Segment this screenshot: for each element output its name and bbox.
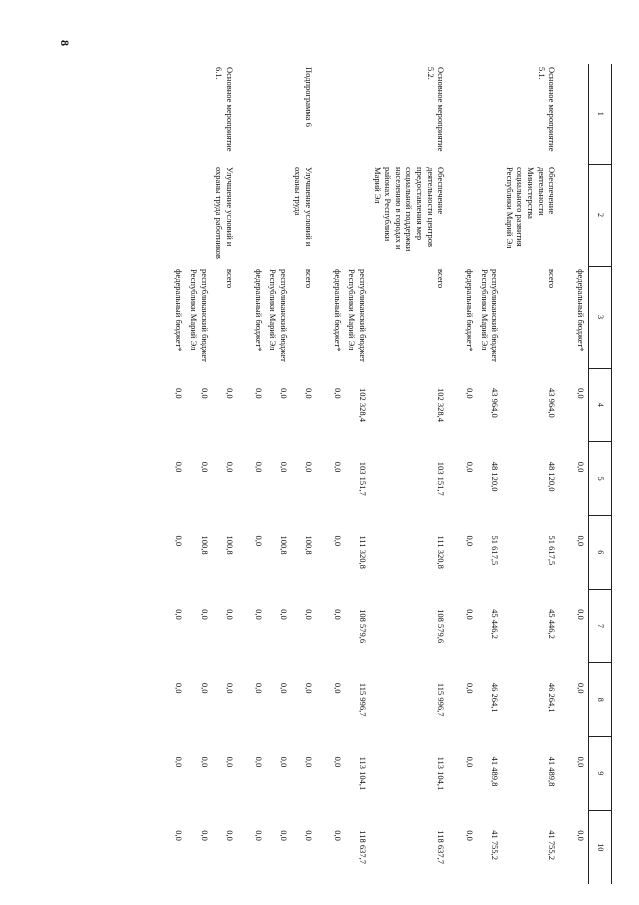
row-spacer — [448, 64, 462, 884]
table-body — [158, 64, 589, 884]
funding-source: всего — [436, 269, 447, 289]
value-cell: 100,8 — [225, 535, 235, 555]
column-header: 9 — [589, 737, 612, 811]
value-cell: 0,0 — [304, 682, 315, 694]
value-cell: 103 151,7 — [436, 461, 447, 496]
value-cell: 111 320,8 — [358, 535, 368, 569]
value-cell: 45 446,2 — [547, 609, 558, 639]
row-description — [330, 164, 345, 266]
row-label: Основное мероприятие 5.1. — [536, 67, 558, 152]
value-cell: 118 637,7 — [358, 830, 368, 864]
table-row — [266, 64, 291, 884]
value-cell: 0,0 — [199, 830, 210, 841]
row-spacer — [158, 64, 172, 884]
row-label: Основное мероприятие 6.1. — [214, 67, 235, 152]
spacer-cell — [559, 64, 573, 884]
row-spacer — [316, 64, 330, 884]
value-cell: 0,0 — [199, 461, 210, 473]
row-description — [251, 164, 266, 266]
value-cell: 113 104,1 — [436, 756, 447, 791]
value-cell: 51 617,5 — [547, 535, 558, 566]
budget-table — [158, 64, 612, 884]
value-cell: 51 617,5 — [490, 535, 501, 566]
value-cell: 0,0 — [225, 388, 235, 399]
funding-source: федеральный бюджет* — [253, 269, 264, 352]
value-cell: 0,0 — [332, 388, 343, 399]
row-description: Улучшение условий и охраны труда — [293, 167, 315, 247]
column-header: 8 — [589, 663, 612, 737]
row-description — [462, 164, 477, 266]
value-cell: 113 104,1 — [358, 756, 368, 791]
row-description — [187, 164, 212, 266]
column-header: 2 — [589, 164, 612, 266]
value-cell: 0,0 — [253, 830, 264, 841]
value-cell: 0,0 — [332, 682, 343, 694]
value-cell: 0,0 — [576, 461, 586, 473]
value-cell: 0,0 — [465, 756, 475, 768]
value-cell: 0,0 — [576, 756, 586, 768]
column-header: 3 — [589, 266, 612, 368]
table-row — [251, 64, 266, 884]
value-cell: 0,0 — [576, 830, 586, 841]
funding-source: всего — [547, 269, 558, 289]
value-cell: 48 120,0 — [547, 461, 558, 492]
value-cell: 0,0 — [278, 388, 289, 399]
funding-source: республиканский бюджет Республики Марий Эл — [268, 269, 289, 362]
value-cell: 0,0 — [225, 609, 235, 620]
value-cell: 100,8 — [199, 535, 210, 555]
value-cell: 0,0 — [278, 830, 289, 841]
value-cell: 115 996,7 — [358, 682, 368, 717]
value-cell: 0,0 — [465, 535, 475, 547]
value-cell: 0,0 — [225, 830, 235, 841]
value-cell: 102 328,4 — [358, 388, 368, 423]
value-cell: 48 120,0 — [490, 461, 501, 492]
value-cell: 0,0 — [253, 535, 264, 547]
value-cell: 0,0 — [199, 609, 210, 620]
table-row — [502, 64, 559, 884]
value-cell: 0,0 — [576, 682, 586, 694]
value-cell: 0,0 — [174, 461, 185, 473]
value-cell: 0,0 — [304, 461, 315, 473]
value-cell: 0,0 — [576, 609, 586, 620]
table-row — [291, 64, 316, 884]
value-cell: 0,0 — [253, 461, 264, 473]
row-label: Подпрограмма 6 — [304, 67, 315, 127]
value-cell: 0,0 — [253, 609, 264, 620]
page-number: 8 — [58, 40, 72, 46]
value-cell: 0,0 — [174, 535, 185, 547]
row-description — [345, 164, 370, 266]
row-label: Основное мероприятие 5.2. — [425, 67, 447, 152]
value-cell: 0,0 — [465, 461, 475, 473]
table-row — [345, 64, 370, 884]
funding-source: республиканский бюджет Республики Марий Эл — [479, 269, 501, 362]
value-cell: 0,0 — [465, 609, 475, 620]
value-cell: 0,0 — [225, 461, 235, 473]
value-cell: 0,0 — [199, 682, 210, 694]
row-description — [172, 164, 187, 266]
funding-source: федеральный бюджет* — [576, 269, 586, 352]
value-cell: 103 151,7 — [358, 461, 368, 496]
value-cell: 0,0 — [304, 756, 315, 768]
value-cell: 100,8 — [304, 535, 315, 555]
value-cell: 0,0 — [225, 756, 235, 768]
value-cell: 115 996,7 — [436, 682, 447, 717]
row-label — [187, 64, 212, 164]
value-cell: 41 755,2 — [547, 830, 558, 861]
row-label — [251, 64, 266, 164]
row-spacer — [559, 64, 573, 884]
row-description — [573, 164, 588, 266]
spacer-cell — [316, 64, 330, 884]
row-label — [462, 64, 477, 164]
row-label — [266, 64, 291, 164]
value-cell: 0,0 — [199, 756, 210, 768]
value-cell: 0,0 — [174, 830, 185, 841]
value-cell: 41 755,2 — [490, 830, 501, 861]
row-spacer — [237, 64, 251, 884]
value-cell: 118 637,7 — [436, 830, 447, 864]
value-cell: 0,0 — [253, 388, 264, 399]
value-cell: 0,0 — [174, 756, 185, 768]
value-cell: 0,0 — [199, 388, 210, 399]
row-label — [345, 64, 370, 164]
value-cell: 0,0 — [332, 535, 343, 547]
row-label — [330, 64, 345, 164]
value-cell: 0,0 — [332, 461, 343, 473]
column-header: 7 — [589, 589, 612, 663]
table-row — [462, 64, 477, 884]
funding-source: федеральный бюджет* — [174, 269, 185, 352]
value-cell: 46 264,1 — [547, 682, 558, 713]
row-label — [573, 64, 588, 164]
value-cell: 0,0 — [304, 830, 315, 841]
value-cell: 0,0 — [253, 756, 264, 768]
funding-source: федеральный бюджет* — [332, 269, 343, 352]
table-row — [187, 64, 212, 884]
value-cell: 108 579,6 — [358, 609, 368, 644]
value-cell: 0,0 — [174, 388, 185, 399]
row-description: Улучшение условий и охраны труда работников — [214, 167, 235, 259]
value-cell: 0,0 — [174, 682, 185, 694]
table-row — [212, 64, 237, 884]
spacer-cell — [158, 64, 172, 884]
value-cell: 0,0 — [576, 535, 586, 547]
value-cell: 0,0 — [278, 682, 289, 694]
row-description: Обеспечение деятельности центров предоставления мер социальной поддержки населению в городах и районах Республики Марий Эл — [372, 167, 447, 252]
column-header: 4 — [589, 368, 612, 442]
row-label — [477, 64, 502, 164]
table-row — [172, 64, 187, 884]
row-description — [266, 164, 291, 266]
value-cell: 0,0 — [465, 682, 475, 694]
value-cell: 45 446,2 — [490, 609, 501, 639]
row-description — [477, 164, 502, 266]
value-cell: 0,0 — [304, 388, 315, 399]
value-cell: 41 489,8 — [490, 756, 501, 787]
funding-source: республиканский бюджет Республики Марий Эл — [189, 269, 210, 362]
funding-source: республиканский бюджет Республики Марий Эл — [347, 269, 368, 362]
value-cell: 100,8 — [278, 535, 289, 555]
funding-source: всего — [225, 269, 235, 289]
value-cell: 0,0 — [278, 756, 289, 768]
value-cell: 46 264,1 — [490, 682, 501, 713]
value-cell: 0,0 — [225, 682, 235, 694]
table-row — [573, 64, 588, 884]
value-cell: 0,0 — [174, 609, 185, 620]
value-cell: 0,0 — [304, 609, 315, 620]
value-cell: 0,0 — [332, 830, 343, 841]
value-cell: 0,0 — [576, 388, 586, 399]
value-cell: 108 579,6 — [436, 609, 447, 644]
value-cell: 0,0 — [332, 609, 343, 620]
value-cell: 43 964,0 — [490, 388, 501, 418]
value-cell: 102 328,4 — [436, 388, 447, 423]
value-cell: 0,0 — [465, 830, 475, 841]
value-cell: 41 489,8 — [547, 756, 558, 787]
value-cell: 111 320,8 — [436, 535, 447, 569]
value-cell: 0,0 — [278, 609, 289, 620]
funding-source: всего — [304, 269, 315, 289]
value-cell: 0,0 — [332, 756, 343, 768]
column-header: 10 — [589, 810, 612, 884]
row-label — [172, 64, 187, 164]
table-header-row — [589, 64, 612, 884]
value-cell: 0,0 — [253, 682, 264, 694]
funding-source: федеральный бюджет* — [465, 269, 475, 352]
rotated-table-container — [102, 64, 612, 884]
table-row — [370, 64, 448, 884]
value-cell: 0,0 — [465, 388, 475, 399]
column-header: 6 — [589, 515, 612, 589]
table-row — [330, 64, 345, 884]
spacer-cell — [237, 64, 251, 884]
column-header: 1 — [589, 64, 612, 164]
spacer-cell — [448, 64, 462, 884]
value-cell: 43 964,0 — [547, 388, 558, 418]
row-description: Обеспечение деятельности Министерства социального развития Республики Марий Эл — [504, 167, 558, 249]
table-row — [477, 64, 502, 884]
value-cell: 0,0 — [278, 461, 289, 473]
column-header: 5 — [589, 442, 612, 516]
